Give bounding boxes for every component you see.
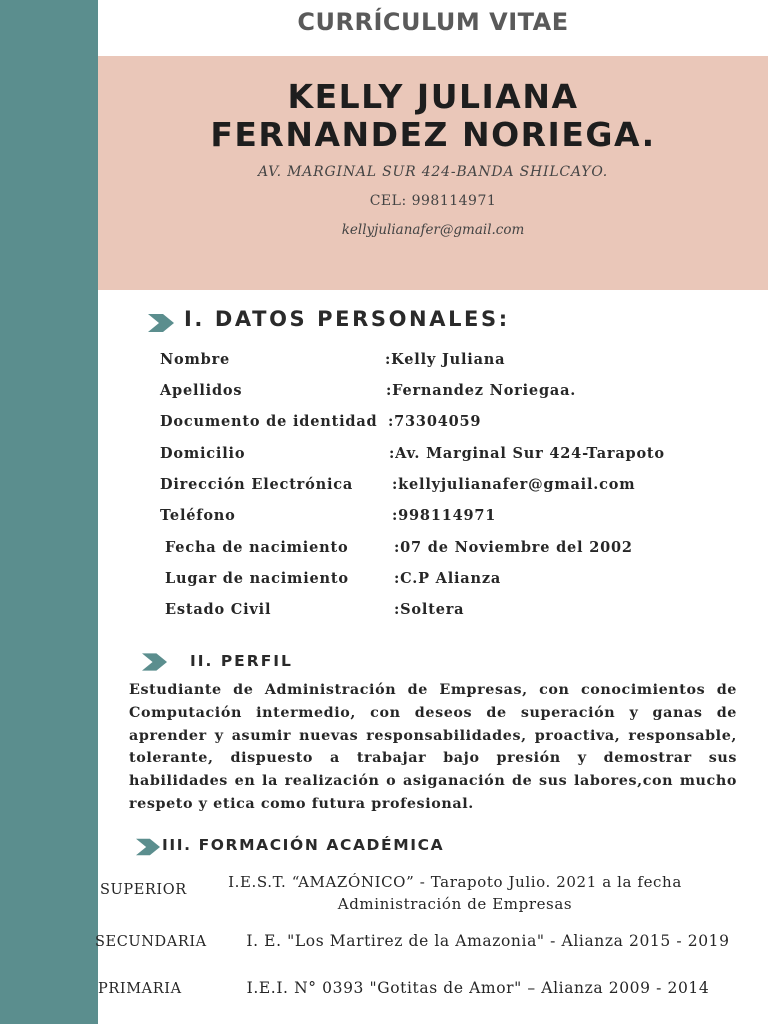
personal-label-fecha: Fecha de nacimiento [165,539,349,556]
name-line-2: FERNANDEZ NORIEGA. [210,115,656,154]
phone-text: CEL: 998114971 [369,193,497,209]
email-text: kellyjulianafer@gmail.com [341,222,525,238]
education-entry-primaria: I.E.I. N° 0393 "Gotitas de Amor" – Alianza 2009 - 2014 [246,979,710,997]
name-line-1: KELLY JULIANA [287,77,579,116]
education-entry-superior-line2: Administración de Empresas [337,895,573,913]
personal-value-telefono: :998114971 [392,507,497,524]
profile-paragraph: Estudiante de Administración de Empresas, con conocimientos de Computación intermedio, con deseos de superación y ganas de aprender y asumir nuevas responsabilidades, proactiva, responsable, tolerante, dispuesto a trabajar bajo presión y demostrar sus habilidades en la realización o asiganación de sus labores,con mucho respeto y etica como futura profesional. [129,682,737,812]
personal-value-documento: :73304059 [388,413,482,430]
section-heading-personal: I. DATOS PERSONALES: [184,307,510,331]
personal-label-lugar: Lugar de nacimiento [165,570,349,587]
personal-value-apellidos: :Fernandez Noriegaa. [386,382,577,399]
personal-label-documento: Documento de identidad [160,413,378,430]
header-box [98,56,768,290]
personal-label-telefono: Teléfono [160,507,236,524]
personal-label-email: Dirección Electrónica [160,476,354,493]
personal-value-email: :kellyjulianafer@gmail.com [392,476,636,493]
education-level-secundaria: SECUNDARIA [95,934,207,950]
personal-label-apellidos: Apellidos [160,382,243,399]
personal-label-domicilio: Domicilio [160,445,246,462]
education-level-superior: SUPERIOR [100,882,187,898]
personal-value-fecha: :07 de Noviembre del 2002 [394,539,633,556]
personal-value-domicilio: :Av. Marginal Sur 424-Tarapoto [389,445,665,462]
chevron-right-icon [136,838,160,856]
candidate-name [98,78,768,154]
address-text: AV. MARGINAL SUR 424-BANDA SHILCAYO. [257,164,609,180]
chevron-right-icon [142,653,167,671]
chevron-right-icon [148,314,174,332]
section-heading-education: III. FORMACIÓN ACADÉMICA [162,836,445,854]
education-entry-superior [205,871,705,915]
personal-value-lugar: :C.P Alianza [394,570,502,587]
personal-value-estado-civil: :Soltera [394,601,465,618]
section-heading-profile: II. PERFIL [190,652,293,670]
personal-value-nombre: :Kelly Juliana [385,351,506,368]
left-sidebar-stripe [0,0,98,1024]
education-entry-superior-line1: I.E.S.T. “AMAZÓNICO” - Tarapoto Julio. 2021 a la fecha [228,873,682,891]
personal-label-nombre: Nombre [160,351,231,368]
education-entry-secundaria: I. E. "Los Martirez de la Amazonia" - Alianza 2015 - 2019 [246,932,730,950]
personal-label-estado-civil: Estado Civil [165,601,272,618]
education-level-primaria: PRIMARIA [98,981,182,997]
document-title: CURRÍCULUM VITAE [297,8,569,36]
